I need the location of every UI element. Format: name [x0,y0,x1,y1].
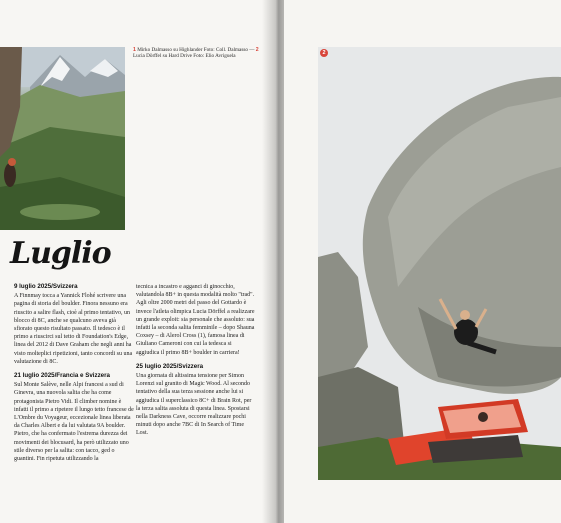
entry-body: A Finnmay tocca a Yannick Flohé scrivere una pagina di storia del boulder. Finora nessuno era riuscito a salire flash, cioè al primo tentativo, un blocco di 8C, anche se qualcuno aveva già sfiorato questo risultato passato. Il tedesco è il primo a riuscirci sul tetto di Foundation's Edge, linea del 2012 di Dave Graham che negli anni ha visto molteplici ripetizioni, tanto concordi su una valutazione di 8C. [14,293,133,365]
entry-body: Sul Monte Salève, nelle Alpi francesi a sud di Ginevra, una nuovola salita che ha come protagonista Pietro Vidi. Il climber nomine è infatti il primo a ripetere il lungo tetto francese de L'Ombre du Voyageur, eccezionale linea liberata da Charles Albert e da lui valutata 9A boulder. Pietro, che ha confermato l'estrema durezza dei movimenti dei blocusard, ha però utilizzato uno stile diverso per la salita: con tacco, ged o guantini. Fin ripetuta utilizzando la [14,382,134,463]
photo-caption: 1 Mirko Dalmasso su Highlander Foto: Coll. Dalmasso — 2 Lucia Dörffel su Hard Drive Foto: Elio Avriguela [133,47,259,60]
right-page [284,0,561,523]
month-title: Luglio [10,236,111,271]
photo-number-badge: 2 [320,49,328,57]
caption-text-1: Mirko Dalmasso su Highlander Foto: Coll. Dalmasso [137,47,248,53]
text-column-right [136,283,256,444]
caption-text-2: Lucia Dörffel su Hard Drive Foto: Elio Avriguela [133,53,236,60]
caption-number-2: 2 [255,47,259,53]
boulder-photo [318,47,561,480]
caption-number-1: 1 [133,47,136,53]
entry-heading: 9 luglio 2025/Svizzera [14,283,78,290]
entry-heading: 25 luglio 2025/Svizzera [136,362,204,370]
entry-body: tecnica a incastro e agganci di ginocchio, valutandola 8B+ in questa modalità molto "trad". Agli oltre 2000 metri del passo del Gottardo è invece l'atleta olimpica Lucia Dörffel a realizzare un grande exploit: sia personale che assoluto: sua infatti la seconda salita femminile – dopo Shauna Coxsey – di Alerol Cross (1), famosa linea di Giuliano Cameroni con cui la tedesca si aggiudica il primo 8B+ boulder in carriera! [136,284,255,356]
entry-body: Una giornata di altissima tensione per Simon Lorenzi sul granito di Magic Wood. Al secondo tentativo della sua terza sessione anche lui si aggiudica il superclassico 8C+ di Brain Rot, per la terza salita assoluta di questa linea. Spostarsi nella Darkness Cave, occorre realizzare pochi minuti dopo anche 7BC di In Search of Time Lost. [136,373,252,437]
entry-heading: 21 luglio 2025/Francia e Svizzera [14,372,110,380]
left-page [0,0,276,523]
text-column-left [14,283,134,469]
mountain-photo [0,47,125,230]
